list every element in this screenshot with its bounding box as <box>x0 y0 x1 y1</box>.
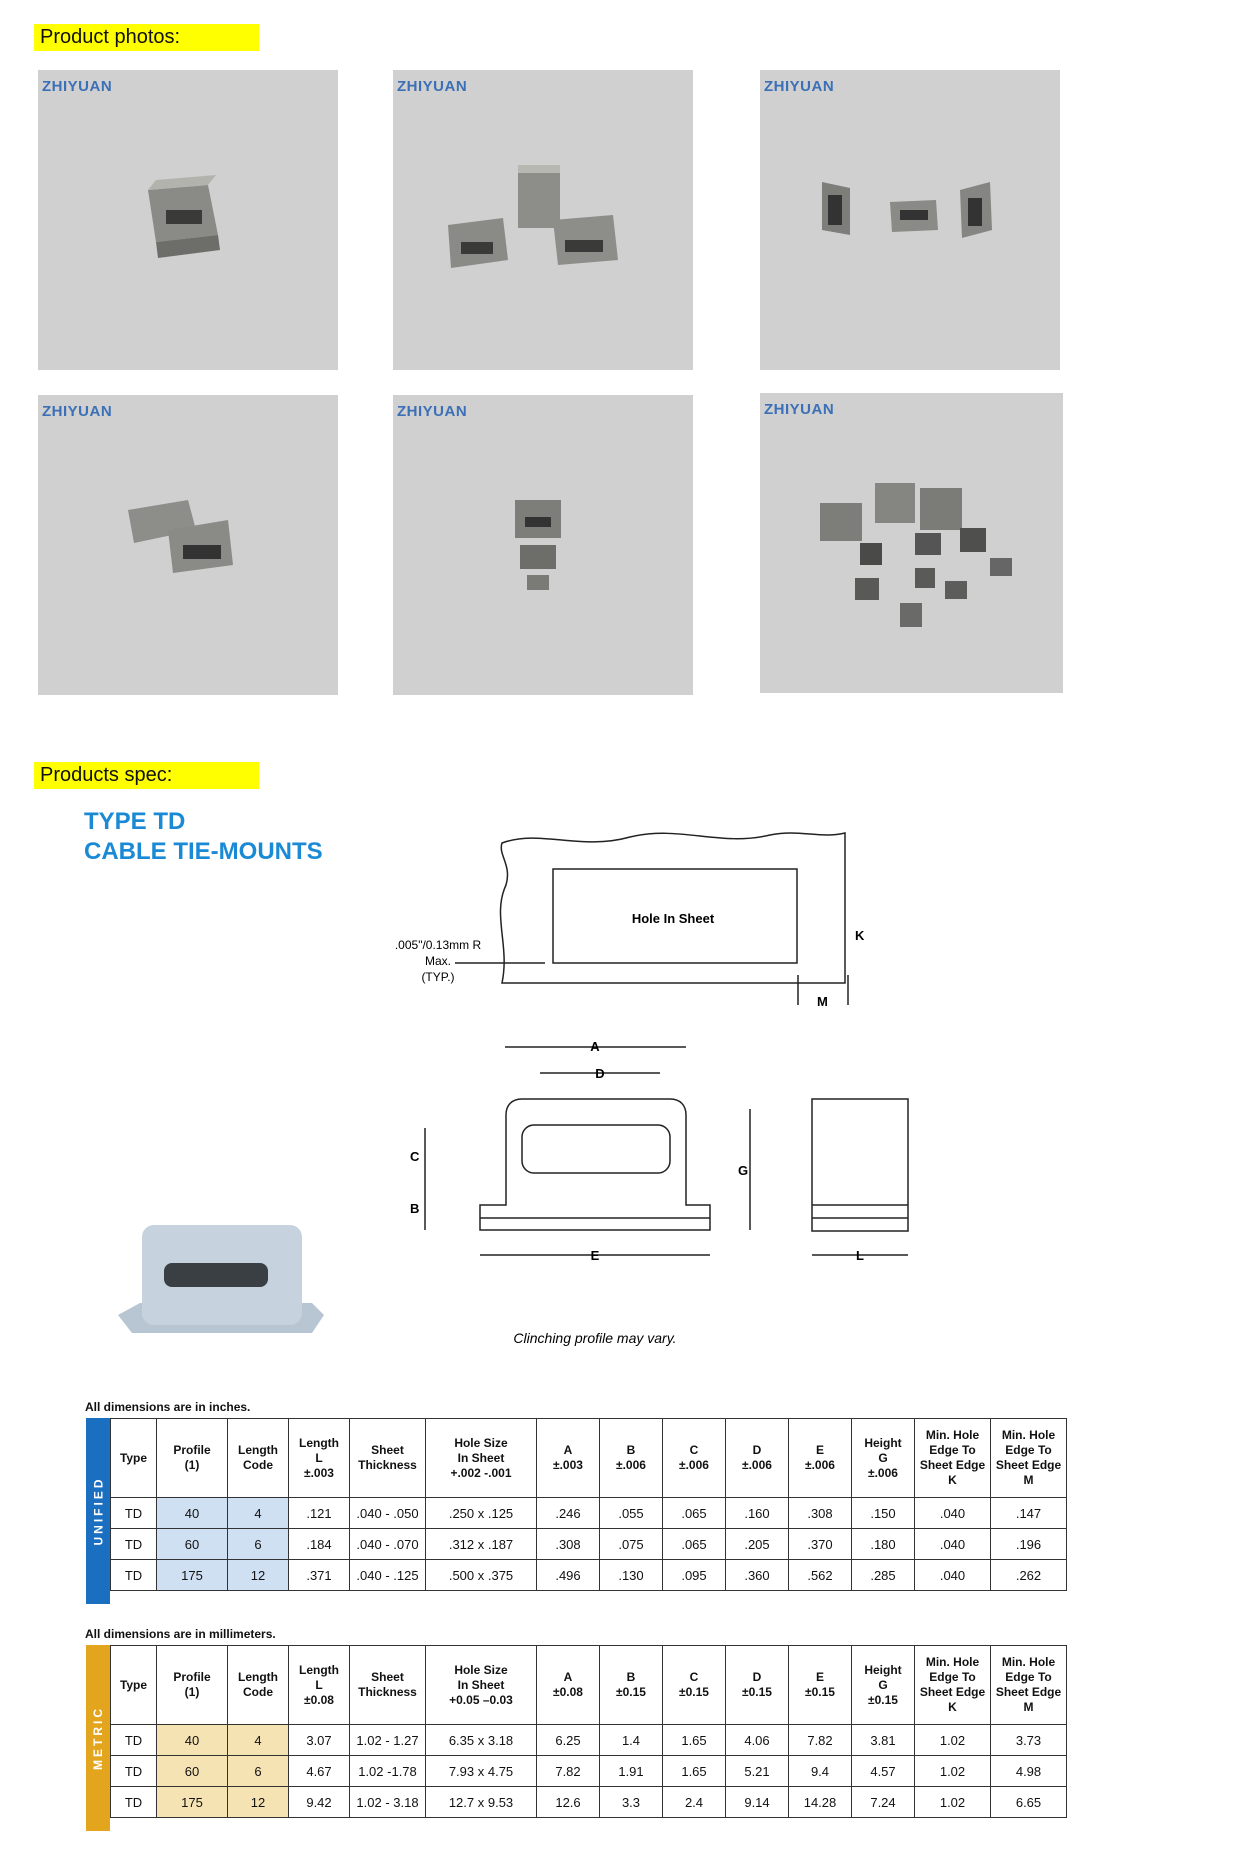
table-cell: 14.28 <box>789 1787 852 1818</box>
zhiyuan-logo: ZHIYUAN <box>397 78 468 95</box>
table-cell: 175 <box>157 1560 228 1591</box>
table-cell: .196 <box>991 1529 1067 1560</box>
table-cell: .095 <box>663 1560 726 1591</box>
table-row <box>111 1725 1067 1756</box>
mount-render-image <box>112 1215 324 1355</box>
table-cell: 3.3 <box>600 1787 663 1818</box>
table-cell: 12 <box>228 1560 289 1591</box>
table-cell: 1.02 <box>915 1725 991 1756</box>
radius-note-1: .005"/0.13mm R <box>394 938 482 952</box>
table-cell: 40 <box>157 1725 228 1756</box>
three-side-mounts-image <box>760 70 1060 370</box>
table-cell: .184 <box>289 1529 350 1560</box>
table-cell: .040 - .125 <box>350 1560 426 1591</box>
dim-k: K <box>855 928 865 943</box>
table-cell: .055 <box>600 1498 663 1529</box>
zhiyuan-logo: ZHIYUAN <box>42 78 113 95</box>
product-photo-2 <box>393 70 693 370</box>
table-cell: 3.07 <box>289 1725 350 1756</box>
table-cell: 2.4 <box>663 1787 726 1818</box>
product-photos-label: Product photos: <box>34 24 259 51</box>
table-cell: TD <box>111 1725 157 1756</box>
table-header-cell: Length L ±.003 <box>289 1419 350 1498</box>
dim-g: G <box>738 1163 749 1178</box>
table-cell: 60 <box>157 1756 228 1787</box>
table-header-cell: D ±.006 <box>726 1419 789 1498</box>
table-cell: 1.65 <box>663 1725 726 1756</box>
table-cell: .360 <box>726 1560 789 1591</box>
table-header-row <box>111 1646 1067 1725</box>
table-header-cell: Min. Hole Edge To Sheet Edge M <box>991 1419 1067 1498</box>
table-cell: .262 <box>991 1560 1067 1591</box>
product-photo-3 <box>760 70 1060 370</box>
table-cell: TD <box>111 1529 157 1560</box>
table-header-cell: Min. Hole Edge To Sheet Edge M <box>991 1646 1067 1725</box>
unified-side-band <box>86 1418 110 1604</box>
table-cell: TD <box>111 1756 157 1787</box>
table-cell: 40 <box>157 1498 228 1529</box>
table-cell: .065 <box>663 1529 726 1560</box>
assorted-mounts-image <box>760 393 1063 693</box>
table-header-cell: Type <box>111 1646 157 1725</box>
table-header-cell: C ±.006 <box>663 1419 726 1498</box>
table-cell: .065 <box>663 1498 726 1529</box>
zhiyuan-logo: ZHIYUAN <box>764 401 835 418</box>
table-cell: 4.98 <box>991 1756 1067 1787</box>
table-header-cell: Height G ±.006 <box>852 1419 915 1498</box>
table-cell: 4.67 <box>289 1756 350 1787</box>
dim-d: D <box>595 1066 605 1081</box>
spec-title <box>84 807 323 867</box>
table-header-cell: C ±0.15 <box>663 1646 726 1725</box>
metric-side-band <box>86 1645 110 1831</box>
table-cell: .312 x .187 <box>426 1529 537 1560</box>
zhiyuan-logo: ZHIYUAN <box>764 78 835 95</box>
table-cell: 6.25 <box>537 1725 600 1756</box>
table-cell: .285 <box>852 1560 915 1591</box>
table-cell: 3.81 <box>852 1725 915 1756</box>
table-cell: 7.82 <box>789 1725 852 1756</box>
dimension-diagram <box>380 825 1020 1365</box>
table-cell: 6 <box>228 1756 289 1787</box>
metric-side-label: METRIC <box>91 1706 105 1770</box>
table-row <box>111 1529 1067 1560</box>
clinch-note: Clinching profile may vary. <box>513 1330 677 1346</box>
table-cell: .180 <box>852 1529 915 1560</box>
single-mount-image <box>38 70 338 370</box>
table-cell: 4 <box>228 1498 289 1529</box>
zhiyuan-logo: ZHIYUAN <box>397 403 468 420</box>
table-header-cell: Profile (1) <box>157 1646 228 1725</box>
table-cell: 5.21 <box>726 1756 789 1787</box>
table-header-cell: Length L ±0.08 <box>289 1646 350 1725</box>
table-cell: 9.14 <box>726 1787 789 1818</box>
table-cell: 7.24 <box>852 1787 915 1818</box>
table-header-cell: Min. Hole Edge To Sheet Edge K <box>915 1646 991 1725</box>
table-cell: 1.02 -1.78 <box>350 1756 426 1787</box>
table-header-cell: Sheet Thickness <box>350 1419 426 1498</box>
table-cell: 4.06 <box>726 1725 789 1756</box>
table-cell: 1.02 <box>915 1756 991 1787</box>
table-cell: .205 <box>726 1529 789 1560</box>
table-cell: 7.82 <box>537 1756 600 1787</box>
table-cell: .496 <box>537 1560 600 1591</box>
table-header-cell: Profile (1) <box>157 1419 228 1498</box>
table-cell: 1.65 <box>663 1756 726 1787</box>
table-cell: .040 <box>915 1498 991 1529</box>
table-header-cell: Length Code <box>228 1646 289 1725</box>
table-cell: 175 <box>157 1787 228 1818</box>
table-cell: .040 <box>915 1529 991 1560</box>
three-mounts-image <box>393 70 693 370</box>
table-cell: 12.7 x 9.53 <box>426 1787 537 1818</box>
table-cell: 1.4 <box>600 1725 663 1756</box>
table-cell: .040 <box>915 1560 991 1591</box>
table-cell: .500 x .375 <box>426 1560 537 1591</box>
metric-spec-table <box>110 1645 1067 1818</box>
stacked-mounts-image <box>38 395 338 695</box>
table-cell: .130 <box>600 1560 663 1591</box>
table-header-cell: B ±0.15 <box>600 1646 663 1725</box>
table-cell: TD <box>111 1560 157 1591</box>
metric-note: All dimensions are in millimeters. <box>85 1627 276 1641</box>
table-cell: .308 <box>537 1529 600 1560</box>
table-cell: 12 <box>228 1787 289 1818</box>
table-header-cell: B ±.006 <box>600 1419 663 1498</box>
products-spec-label: Products spec: <box>34 762 259 789</box>
unified-note: All dimensions are in inches. <box>85 1400 251 1414</box>
dim-e: E <box>590 1248 600 1263</box>
dim-b: B <box>410 1201 420 1216</box>
table-cell: 6.35 x 3.18 <box>426 1725 537 1756</box>
dim-a: A <box>590 1039 600 1054</box>
table-cell: .147 <box>991 1498 1067 1529</box>
product-photo-6 <box>760 393 1063 693</box>
table-row <box>111 1560 1067 1591</box>
hole-in-sheet-label: Hole In Sheet <box>631 911 715 926</box>
table-cell: .040 - .070 <box>350 1529 426 1560</box>
table-cell: 1.02 - 3.18 <box>350 1787 426 1818</box>
table-header-cell: A ±0.08 <box>537 1646 600 1725</box>
table-header-cell: E ±.006 <box>789 1419 852 1498</box>
product-photo-1 <box>38 70 338 370</box>
table-cell: 1.91 <box>600 1756 663 1787</box>
table-cell: 6 <box>228 1529 289 1560</box>
table-cell: 3.73 <box>991 1725 1067 1756</box>
table-cell: .250 x .125 <box>426 1498 537 1529</box>
size-comparison-image <box>393 395 693 695</box>
zhiyuan-logo: ZHIYUAN <box>42 403 113 420</box>
spec-title-line-2: CABLE TIE-MOUNTS <box>84 838 323 865</box>
table-header-cell: Height G ±0.15 <box>852 1646 915 1725</box>
table-cell: TD <box>111 1787 157 1818</box>
table-row <box>111 1787 1067 1818</box>
table-header-cell: Hole Size In Sheet +0.05 –0.03 <box>426 1646 537 1725</box>
table-cell: .075 <box>600 1529 663 1560</box>
table-cell: TD <box>111 1498 157 1529</box>
table-header-row <box>111 1419 1067 1498</box>
dim-l: L <box>856 1248 864 1263</box>
table-header-cell: Sheet Thickness <box>350 1646 426 1725</box>
unified-spec-table <box>110 1418 1067 1591</box>
radius-note-3: (TYP.) <box>421 970 455 984</box>
table-row <box>111 1756 1067 1787</box>
table-row <box>111 1498 1067 1529</box>
table-cell: 9.42 <box>289 1787 350 1818</box>
table-header-cell: Hole Size In Sheet +.002 -.001 <box>426 1419 537 1498</box>
table-cell: .308 <box>789 1498 852 1529</box>
table-header-cell: E ±0.15 <box>789 1646 852 1725</box>
table-cell: 1.02 <box>915 1787 991 1818</box>
table-header-cell: D ±0.15 <box>726 1646 789 1725</box>
table-cell: 1.02 - 1.27 <box>350 1725 426 1756</box>
table-cell: 4.57 <box>852 1756 915 1787</box>
unified-side-label: UNIFIED <box>91 1476 105 1546</box>
table-cell: 12.6 <box>537 1787 600 1818</box>
table-cell: .160 <box>726 1498 789 1529</box>
table-cell: 4 <box>228 1725 289 1756</box>
table-header-cell: Min. Hole Edge To Sheet Edge K <box>915 1419 991 1498</box>
table-cell: 9.4 <box>789 1756 852 1787</box>
dim-c: C <box>410 1149 420 1164</box>
table-cell: .150 <box>852 1498 915 1529</box>
table-cell: 6.65 <box>991 1787 1067 1818</box>
table-cell: 7.93 x 4.75 <box>426 1756 537 1787</box>
table-header-cell: Length Code <box>228 1419 289 1498</box>
table-cell: .040 - .050 <box>350 1498 426 1529</box>
table-cell: .370 <box>789 1529 852 1560</box>
radius-note-2: Max. <box>424 954 452 968</box>
table-cell: .246 <box>537 1498 600 1529</box>
table-header-cell: Type <box>111 1419 157 1498</box>
table-cell: .371 <box>289 1560 350 1591</box>
table-cell: .562 <box>789 1560 852 1591</box>
table-cell: 60 <box>157 1529 228 1560</box>
dim-m: M <box>817 994 828 1009</box>
table-header-cell: A ±.003 <box>537 1419 600 1498</box>
product-photo-4 <box>38 395 338 695</box>
product-photo-5 <box>393 395 693 695</box>
spec-title-line-1: TYPE TD <box>84 808 186 835</box>
table-cell: .121 <box>289 1498 350 1529</box>
